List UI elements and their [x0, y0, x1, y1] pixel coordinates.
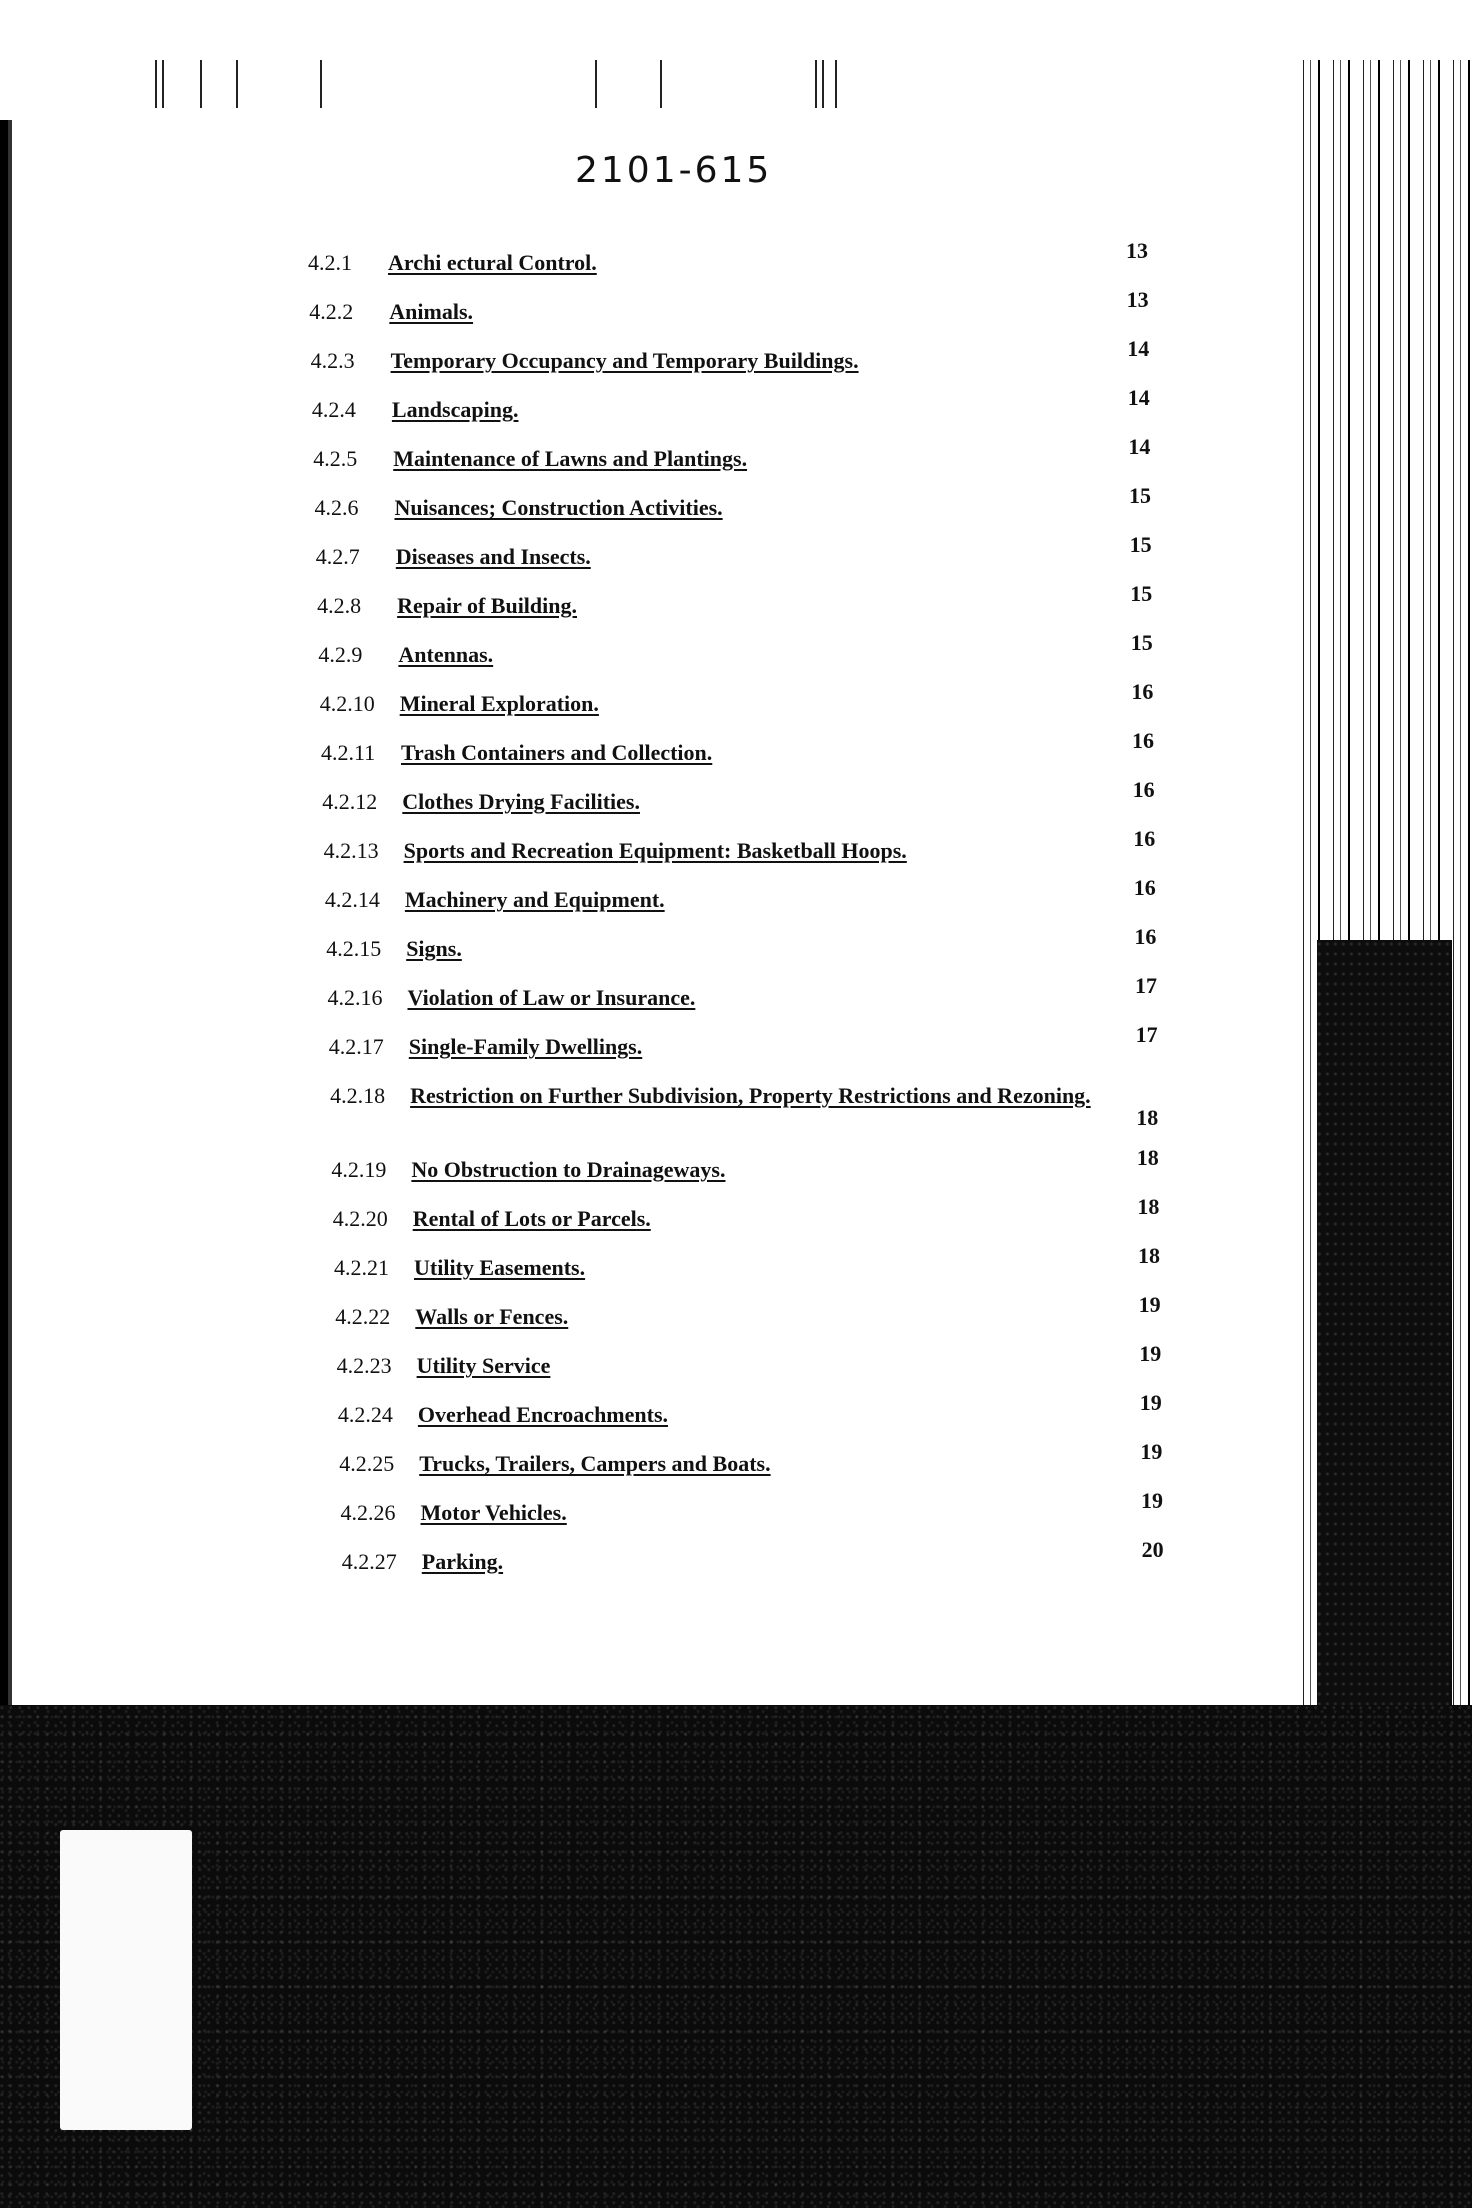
toc-entry-page: 19 [1141, 1488, 1163, 1513]
toc-entry-number: 4.2.8 [317, 593, 362, 618]
toc-entry-page: 18 [1137, 1194, 1160, 1219]
toc-entry-number: 4.2.7 [315, 544, 360, 569]
toc-entry-title[interactable]: Trucks, Trailers, Campers and Boats. [419, 1451, 771, 1476]
toc-entry [338, 1402, 668, 1428]
toc-entry [313, 446, 747, 472]
toc-entry-number: 4.2.12 [322, 789, 378, 814]
toc-entry [315, 495, 723, 521]
toc-entry-title[interactable]: Parking. [421, 1549, 504, 1574]
toc-entry-page: 15 [1130, 581, 1153, 606]
toc-entry-page: 19 [1139, 1390, 1162, 1415]
toc-entry-page: 18 [1136, 1145, 1159, 1170]
toc-entry-page: 14 [1127, 336, 1150, 361]
toc-entry-number: 4.2.21 [334, 1255, 389, 1280]
toc-entry [342, 1549, 503, 1575]
toc-entry [311, 348, 859, 374]
toc-entry-title[interactable]: Landscaping. [391, 397, 519, 422]
toc-entry-page: 14 [1127, 385, 1150, 410]
toc-entry-number: 4.2.24 [337, 1402, 393, 1427]
toc-entry [318, 642, 493, 668]
toc-entry-title[interactable]: Rental of Lots or Parcels. [412, 1206, 651, 1231]
toc-entry-title[interactable]: Mineral Exploration. [399, 691, 599, 716]
toc-entry-title[interactable]: Trash Containers and Collection. [401, 740, 713, 765]
toc-entry-title[interactable]: Machinery and Equipment. [404, 887, 665, 912]
toc-entry-page: 16 [1132, 777, 1155, 802]
toc-entry-page: 16 [1132, 728, 1154, 753]
toc-entry-title[interactable]: Utility Service [416, 1353, 551, 1378]
toc-entry [309, 299, 473, 325]
toc-entry-page: 16 [1131, 679, 1154, 704]
toc-entry [308, 250, 597, 276]
toc-entry-number: 4.2.13 [323, 838, 379, 863]
toc-entry-number: 4.2.10 [319, 691, 375, 716]
toc-entry [334, 1255, 585, 1281]
toc-entry-number: 4.2.20 [332, 1206, 388, 1231]
toc-entry-page: 19 [1140, 1439, 1163, 1464]
toc-entry-page: 15 [1130, 630, 1153, 655]
toc-entry-title[interactable]: Overhead Encroachments. [417, 1402, 669, 1427]
toc-entry-number: 4.2.3 [310, 348, 355, 373]
toc-entry [335, 1304, 568, 1330]
toc-entry-page: 13 [1126, 287, 1149, 312]
toc-entry-page: 17 [1135, 1022, 1158, 1047]
toc-entry-page: 19 [1138, 1292, 1161, 1317]
toc-entry-number: 4.2.6 [314, 495, 359, 520]
toc-entry [321, 740, 712, 766]
toc-entry-number: 4.2.15 [326, 936, 382, 961]
toc-entry-number: 4.2.27 [341, 1549, 397, 1574]
toc-entry-title[interactable]: Walls or Fences. [415, 1304, 569, 1329]
toc-entry-title[interactable]: Sports and Recreation Equipment: Basketball Hoops. [403, 838, 907, 863]
toc-entry [328, 985, 696, 1011]
toc-entry-number: 4.2.14 [324, 887, 380, 912]
toc-entry [337, 1353, 551, 1379]
toc-entry-page: 15 [1129, 483, 1151, 508]
toc-entry-title[interactable]: Diseases and Insects. [395, 544, 591, 569]
toc-entry-title[interactable]: Maintenance of Lawns and Plantings. [393, 446, 748, 471]
toc-entry-number: 4.2.4 [311, 397, 356, 422]
toc-entry-title[interactable]: Motor Vehicles. [420, 1500, 567, 1525]
toc-entry-number: 4.2.5 [313, 446, 358, 471]
toc-entry-page: 18 [1138, 1243, 1160, 1268]
toc-entry-title[interactable]: Restriction on Further Subdivision, Property Restrictions and Rezoning. [410, 1083, 1091, 1108]
toc-entry [331, 1157, 725, 1183]
toc-entry-title[interactable]: Violation of Law or Insurance. [407, 985, 696, 1010]
toc-entry-number: 4.2.16 [327, 985, 383, 1010]
toc-entry-number: 4.2.1 [308, 250, 352, 275]
toc-entry-page: 17 [1135, 973, 1157, 998]
toc-entry-page: 16 [1133, 826, 1156, 851]
toc-entry-page: 16 [1134, 924, 1157, 949]
toc-entry [325, 887, 665, 913]
toc-entry [316, 544, 591, 570]
toc-entry-page: 19 [1139, 1341, 1162, 1366]
toc-entry-number: 4.2.9 [318, 642, 363, 667]
toc-entry-title[interactable]: Utility Easements. [414, 1255, 586, 1280]
toc-entry-page: 20 [1141, 1537, 1164, 1562]
toc-entry-title[interactable]: Antennas. [398, 642, 494, 667]
toc-entry-page: 18 [1136, 1105, 1159, 1130]
toc-entry-number: 4.2.17 [328, 1034, 384, 1059]
toc-entry-page: 14 [1128, 434, 1151, 459]
toc-entry [324, 838, 907, 864]
toc-entry-page: 16 [1133, 875, 1156, 900]
toc-entry [329, 1034, 642, 1060]
toc-entry-title[interactable]: Repair of Building. [397, 593, 578, 618]
toc-entry [317, 593, 577, 619]
toc-entry-title[interactable]: Animals. [389, 299, 474, 324]
toc-entry-number: 4.2.22 [335, 1304, 391, 1329]
toc-entry-title[interactable]: No Obstruction to Drainageways. [411, 1157, 726, 1182]
toc-entry [341, 1500, 567, 1526]
toc-entry-title[interactable]: Temporary Occupancy and Temporary Buildings. [390, 348, 859, 373]
toc-entry-number: 4.2.18 [330, 1083, 386, 1108]
toc-entry-number: 4.2.25 [339, 1451, 395, 1476]
toc-entry [320, 691, 599, 717]
toc-entry-title[interactable]: Single-Family Dwellings. [408, 1034, 643, 1059]
toc-entry-number: 4.2.11 [321, 740, 376, 765]
toc-entry [333, 1206, 651, 1232]
toc-entry-title[interactable]: Signs. [406, 936, 462, 961]
toc-entry [339, 1451, 770, 1477]
toc-entry-number: 4.2.19 [331, 1157, 387, 1182]
toc-entry-page: 15 [1129, 532, 1152, 557]
toc-entry-title[interactable]: Archi ectural Control. [388, 250, 597, 275]
toc-entry-title[interactable]: Clothes Drying Facilities. [402, 789, 640, 814]
toc-entry-page: 13 [1126, 238, 1148, 263]
toc-entry [326, 936, 462, 962]
toc-entry [322, 789, 640, 815]
toc-entry-number: 4.2.23 [336, 1353, 392, 1378]
toc-entry-number: 4.2.2 [309, 299, 354, 324]
document-number: 2101-615 [575, 150, 773, 191]
toc-entry [312, 397, 519, 423]
toc-entry [330, 1083, 1150, 1109]
toc-entry-title[interactable]: Nuisances; Construction Activities. [394, 495, 723, 520]
toc-entry-number: 4.2.26 [340, 1500, 396, 1525]
